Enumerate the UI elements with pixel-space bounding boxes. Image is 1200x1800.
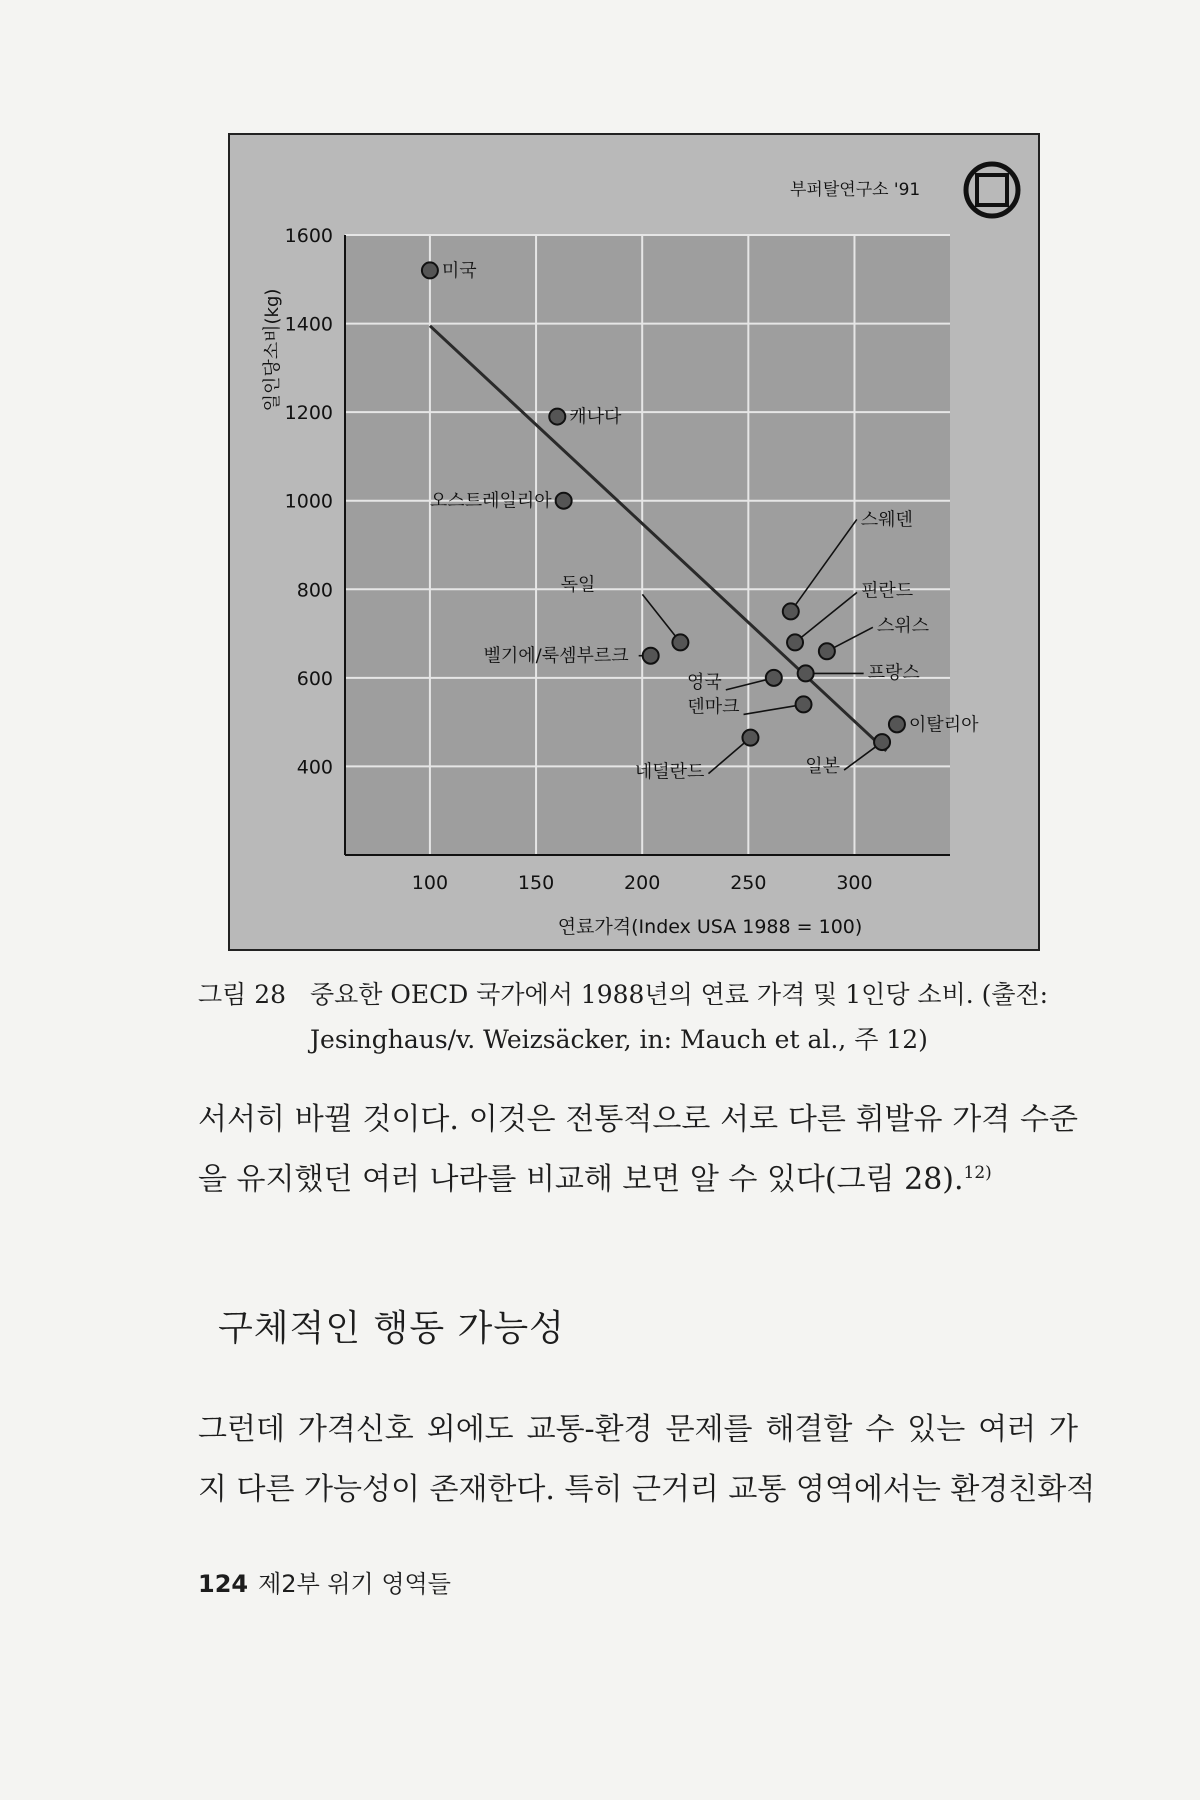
y-tick-label: 1400	[284, 313, 333, 336]
paragraph-2-line-2: 지 다른 가능성이 존재한다. 특히 근거리 교통 영역에서는 환경친화적	[198, 1472, 1096, 1507]
scatter-chart	[230, 135, 1038, 949]
x-tick-label: 250	[730, 872, 767, 894]
page-number: 124	[198, 1570, 249, 1598]
footnote-ref: 12)	[963, 1163, 992, 1183]
data-point	[742, 730, 758, 746]
point-label: 벨기에/룩셈부르크	[483, 645, 629, 667]
data-point	[798, 665, 814, 681]
point-label: 프랑스	[867, 662, 920, 684]
data-point	[819, 643, 835, 659]
y-tick-label: 400	[296, 756, 333, 779]
institute-logo-icon	[966, 164, 1018, 216]
data-point	[787, 634, 803, 650]
x-tick-label: 200	[624, 872, 661, 894]
paragraph-1-line-2: 을 유지했던 여러 나라를 비교해 보면 알 수 있다(그림 28).	[198, 1162, 964, 1197]
point-label: 이탈리아	[908, 714, 979, 736]
data-point	[549, 409, 565, 425]
point-label: 스웨덴	[860, 509, 913, 531]
caption-line-1: 중요한 OECD 국가에서 1988년의 연료 가격 및 1인당 소비. (출전:	[310, 980, 1049, 1009]
point-label: 덴마크	[687, 696, 740, 718]
y-tick-label: 600	[296, 667, 333, 690]
data-point	[796, 696, 812, 712]
point-label: 핀란드	[861, 580, 914, 602]
y-tick-label: 800	[296, 579, 333, 602]
point-label: 네덜란드	[634, 761, 705, 783]
point-label: 오스트레일리아	[429, 490, 552, 512]
point-label: 스위스	[876, 615, 930, 637]
footer-section-title: 제2부 위기 영역들	[258, 1570, 451, 1598]
page-footer	[198, 1564, 451, 1599]
y-tick-label: 1200	[284, 402, 333, 425]
x-axis-label: 연료가격(Index USA 1988 = 100)	[557, 916, 863, 938]
data-point	[643, 648, 659, 664]
x-tick-label: 150	[517, 872, 555, 894]
point-label: 일본	[805, 756, 841, 778]
data-point	[556, 493, 572, 509]
x-tick-label: 100	[411, 872, 449, 894]
point-label: 미국	[441, 260, 477, 282]
caption-label: 그림 28	[198, 980, 287, 1009]
body-paragraph-1	[198, 1090, 1078, 1210]
point-label: 독일	[560, 574, 596, 596]
paragraph-1-line-2-wrap	[198, 1162, 992, 1197]
point-label: 캐나다	[569, 406, 622, 428]
data-point	[766, 670, 782, 686]
y-tick-label: 1600	[284, 225, 333, 247]
point-label: 영국	[687, 671, 722, 693]
paragraph-1-line-1: 서서히 바뀔 것이다. 이것은 전통적으로 서로 다른 휘발유 가격 수준	[198, 1102, 1078, 1137]
data-point	[422, 262, 438, 278]
source-label: 부퍼탈연구소 '91	[790, 180, 921, 200]
data-point	[672, 634, 688, 650]
paragraph-2-line-1: 그런데 가격신호 외에도 교통-환경 문제를 해결할 수 있는 여러 가	[198, 1412, 1078, 1447]
data-point	[889, 716, 905, 732]
y-tick-label: 1000	[284, 490, 333, 513]
section-heading: 구체적인 행동 가능성	[218, 1308, 565, 1349]
y-axis-label: 일인당소비(kg)	[262, 288, 283, 412]
figure	[228, 133, 1040, 951]
x-tick-label: 300	[836, 872, 873, 894]
caption-line-2: Jesinghaus/v. Weizsäcker, in: Mauch et al., 주 12)	[310, 1025, 928, 1054]
data-point	[874, 734, 890, 750]
data-point	[783, 603, 799, 619]
body-paragraph-2	[198, 1400, 1096, 1520]
